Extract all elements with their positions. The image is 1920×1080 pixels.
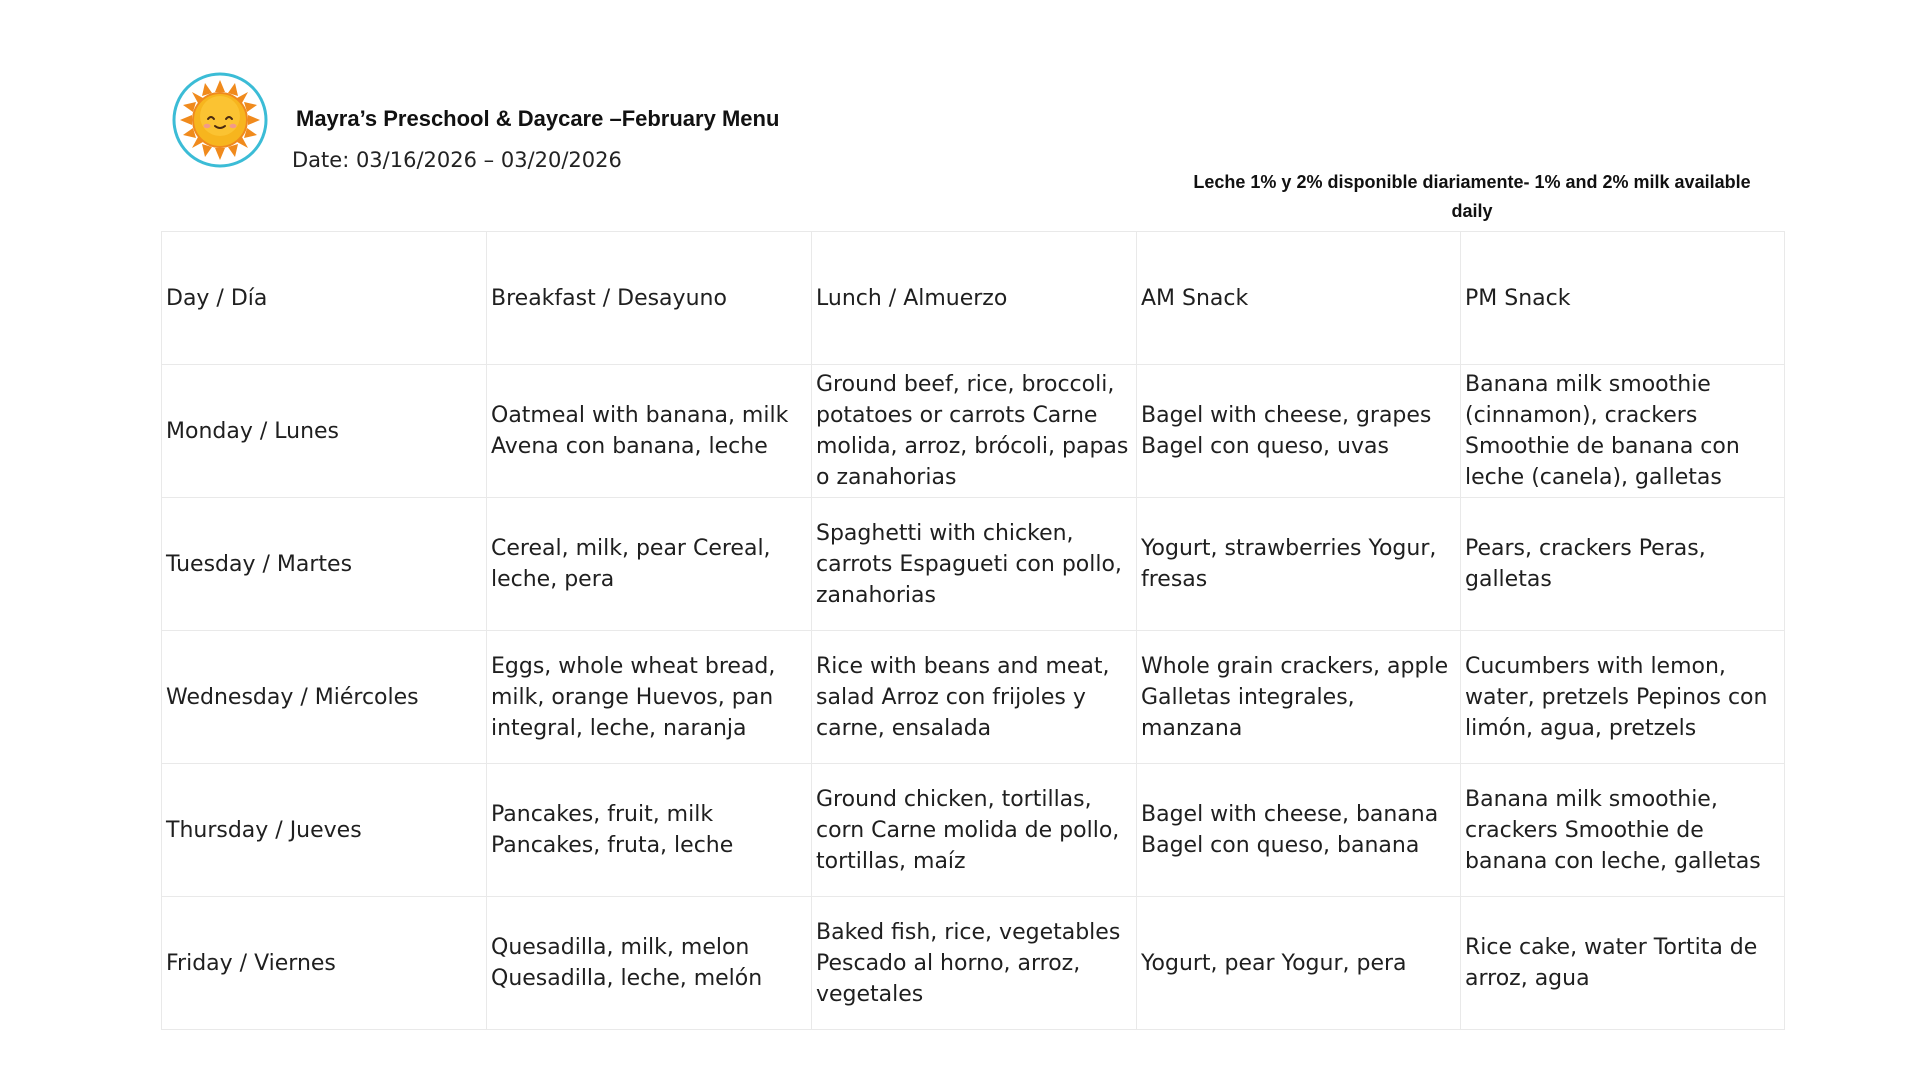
- day-cell: Tuesday / Martes: [162, 498, 487, 631]
- column-header-day: Day / Día: [162, 232, 487, 365]
- menu-table: [161, 231, 1785, 1030]
- day-cell: Thursday / Jueves: [162, 764, 487, 897]
- breakfast-cell: Oatmeal with banana, milk Avena con banana, leche: [487, 365, 812, 498]
- table-row-monday: [162, 365, 1785, 498]
- breakfast-cell: Quesadilla, milk, melon Quesadilla, leche, melón: [487, 897, 812, 1030]
- lunch-cell: Spaghetti with chicken, carrots Espagueti con pollo, zanahorias: [812, 498, 1137, 631]
- breakfast-cell: Eggs, whole wheat bread, milk, orange Huevos, pan integral, leche, naranja: [487, 631, 812, 764]
- pm-snack-cell: Banana milk smoothie, crackers Smoothie de banana con leche, galletas: [1461, 764, 1785, 897]
- column-header-pm-snack: PM Snack: [1461, 232, 1785, 365]
- table-row-wednesday: [162, 631, 1785, 764]
- milk-note: Leche 1% y 2% disponible diariamente- 1% and 2% milk available daily: [1193, 172, 1751, 221]
- lunch-cell: Ground beef, rice, broccoli, potatoes or carrots Carne molida, arroz, brócoli, papas o zanahorias: [812, 365, 1137, 498]
- table-row-tuesday: [162, 498, 1785, 631]
- column-header-lunch: Lunch / Almuerzo: [812, 232, 1137, 365]
- breakfast-cell: Pancakes, fruit, milk Pancakes, fruta, leche: [487, 764, 812, 897]
- am-snack-cell: Yogurt, pear Yogur, pera: [1137, 897, 1461, 1030]
- day-cell: Monday / Lunes: [162, 365, 487, 498]
- pm-snack-cell: Cucumbers with lemon, water, pretzels Pepinos con limón, agua, pretzels: [1461, 631, 1785, 764]
- pm-snack-cell: Rice cake, water Tortita de arroz, agua: [1461, 897, 1785, 1030]
- day-cell: Friday / Viernes: [162, 897, 487, 1030]
- day-cell: Wednesday / Miércoles: [162, 631, 487, 764]
- lunch-cell: Rice with beans and meat, salad Arroz con frijoles y carne, ensalada: [812, 631, 1137, 764]
- pm-snack-cell: Banana milk smoothie (cinnamon), crackers Smoothie de banana con leche (canela), galletas: [1461, 365, 1785, 498]
- sun-smiley-icon: [172, 72, 268, 168]
- header-row: [162, 232, 1785, 365]
- lunch-cell: Ground chicken, tortillas, corn Carne molida de pollo, tortillas, maíz: [812, 764, 1137, 897]
- table-row-thursday: [162, 764, 1785, 897]
- am-snack-cell: Whole grain crackers, apple Galletas integrales, manzana: [1137, 631, 1461, 764]
- date-range: Date: 03/16/2026 – 03/20/2026: [292, 148, 622, 172]
- am-snack-cell: Bagel with cheese, banana Bagel con queso, banana: [1137, 764, 1461, 897]
- column-header-am-snack: AM Snack: [1137, 232, 1461, 365]
- lunch-cell: Baked fish, rice, vegetables Pescado al horno, arroz, vegetales: [812, 897, 1137, 1030]
- breakfast-cell: Cereal, milk, pear Cereal, leche, pera: [487, 498, 812, 631]
- table-row-friday: [162, 897, 1785, 1030]
- page-title: Mayra’s Preschool & Daycare –February Menu: [296, 106, 780, 131]
- column-header-breakfast: Breakfast / Desayuno: [487, 232, 812, 365]
- am-snack-cell: Yogurt, strawberries Yogur, fresas: [1137, 498, 1461, 631]
- pm-snack-cell: Pears, crackers Peras, galletas: [1461, 498, 1785, 631]
- am-snack-cell: Bagel with cheese, grapes Bagel con queso, uvas: [1137, 365, 1461, 498]
